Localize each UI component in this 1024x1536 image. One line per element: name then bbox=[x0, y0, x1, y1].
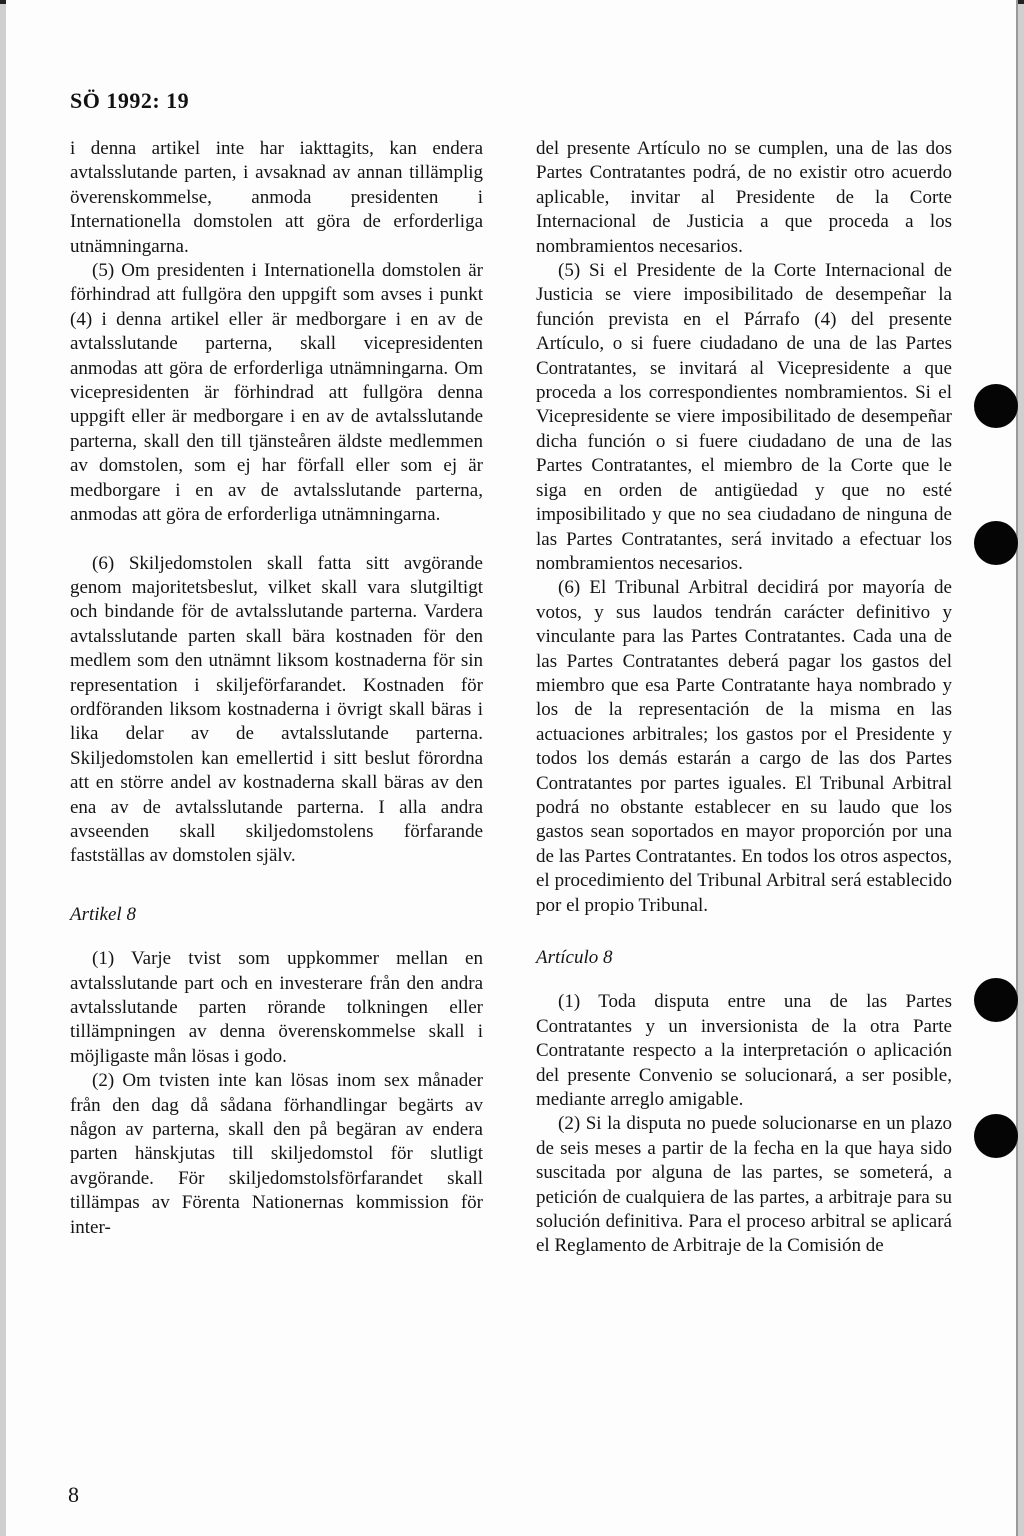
spanish-article-heading: Artículo 8 bbox=[536, 947, 613, 968]
swedish-article8-paragraph-2: (2) Om tvisten inte kan lösas inom sex månader från den dag då sådana förhandlingar begärts av någon av parterna, skall den på begäran av endera parten hänskjutas till skiljedomstol för slutligt avgörande. För skiljedomstolsförfarandet skall tillämpas av Förenta Nationernas kommission för inter- bbox=[70, 1070, 483, 1238]
page-number: 8 bbox=[68, 1482, 79, 1507]
swedish-paragraph-continuation: i denna artikel inte har iakttagits, kan endera avtalsslutande parten, i avsaknad av annan tillämplig överenskommelse, anmoda presidenten i Internationella domstolen att göra de erforderliga utnämningarna. bbox=[70, 138, 483, 257]
spanish-article8-paragraph-1: (1) Toda disputa entre una de las Partes Contratantes y un inversionista de la otra Parte Contratante respecto a la interpretación o aplicación del presente Convenio se solucionará, a ser posible, mediante arreglo amigable. bbox=[536, 991, 952, 1111]
punch-hole-4 bbox=[974, 1114, 1018, 1158]
punch-hole-3 bbox=[974, 978, 1018, 1022]
swedish-paragraph-5: (5) Om presidenten i Internationella domstolen är förhindrad att fullgöra den uppgift som avses i punkt (4) i denna artikel eller är medborgare i en av de avtalsslutande parterna, skall vicepresidenten anmodas att göra de erforderliga utnämningarna. Om vicepresidenten är förhindrad att fullgöra denna uppgift eller är medborgare i en av de avtalsslutande parterna, skall den till tjänsteåren äldste medlemmen av domstolen, som ej har förfall eller som ej är medborgare i en av de avtalsslutande parterna, anmodas att göra de erforderliga utnämningarna. bbox=[70, 260, 483, 526]
swedish-paragraph-6: (6) Skiljedomstolen skall fatta sitt avgörande genom majoritetsbeslut, vilket skall vara slutgiltigt och bindande för de avtalsslutande parterna. Vardera avtalsslutande parten skall bära kostnaden för den medlem som den utnämnt liksom kostnaderna för sin representation i skiljeförfarandet. Kostnaden för ordföranden liksom kostnaderna i övrigt skall bäras i lika delar av de avtalsslutande parterna. Skiljedomstolen kan emellertid i sitt beslut förordna att en större andel av kostnaderna skall bäras av den ena av de avtalsslutande parterna. I alla andra avseenden skall skiljedomstolens förfarande fastställas av domstolen själv. bbox=[70, 552, 483, 867]
punch-hole-1 bbox=[974, 384, 1018, 428]
spanish-article8-paragraph-2: (2) Si la disputa no puede solucionarse en un plazo de seis meses a partir de la fecha en la que haya sido suscitada por alguna de las partes, se someterá, a petición de cualquiera de las partes, a arbitraje para su solución definitiva. Para el proceso arbitral se aplicará el Reglamento de Arbitraje de la Comisión de bbox=[536, 1113, 952, 1257]
spanish-paragraph-5: (5) Si el Presidente de la Corte Internacional de Justicia se viere imposibilitado de desempeñar la función prevista en el Párrafo (4) del presente Artículo, o si fuere ciudadano de una de las Partes Contratantes, se invitará al Vicepresidente a que proceda a los correspondientes nombramientos. Si el Vicepresidente se viere imposibilitado de desempeñar dicha función o si fuere ciudadano de una de las Partes Contratantes, el miembro de la Corte que le siga en orden de antigüedad y que no esté imposibilitado y que no sea ciudadano de ninguna de las Partes Contratantes, será invitado a efectuar los nombramientos necesarios. bbox=[536, 260, 952, 574]
swedish-article8-paragraph-1: (1) Varje tvist som uppkommer mellan en avtalsslutande part och en investerare från den andra avtalsslutande parten rörande tolkningen eller tillämpningen av denna överenskommelse skall i möjligaste mån lösas i godo. bbox=[70, 948, 483, 1067]
spanish-paragraph-continuation: del presente Artículo no se cumplen, una de las dos Partes Contratantes podrá, de no existir otro acuerdo aplicable, invitar al Presidente de la Corte Internacional de Justicia a que proceda a los nombramientos necesarios. bbox=[536, 138, 952, 257]
document-reference: SÖ 1992: 19 bbox=[70, 88, 190, 113]
spanish-paragraph-6: (6) El Tribunal Arbitral decidirá por mayoría de votos, y sus laudos tendrán carácter definitivo y vinculante para las Partes Contratantes. Cada una de las Partes Contratantes deberá pagar los gastos del miembro que esa Parte Contratante haya nombrado y los de la representación de la misma en las actuaciones arbitrales; los gastos por el Presidente y todos los demás estarán a cargo de las dos Partes Contratantes por partes iguales. El Tribunal Arbitral podrá no obstante establecer en su laudo que los gastos sean soportados en mayor proporción por una de las Partes Contratantes. En todos los otros aspectos, el procedimiento del Tribunal Arbitral será establecido por el propio Tribunal. bbox=[536, 577, 952, 916]
spanish-column bbox=[536, 137, 952, 1259]
swedish-article-heading: Artikel 8 bbox=[70, 903, 136, 925]
punch-hole-2 bbox=[974, 521, 1018, 565]
swedish-column bbox=[70, 137, 483, 1240]
document-page bbox=[6, 0, 1018, 1536]
